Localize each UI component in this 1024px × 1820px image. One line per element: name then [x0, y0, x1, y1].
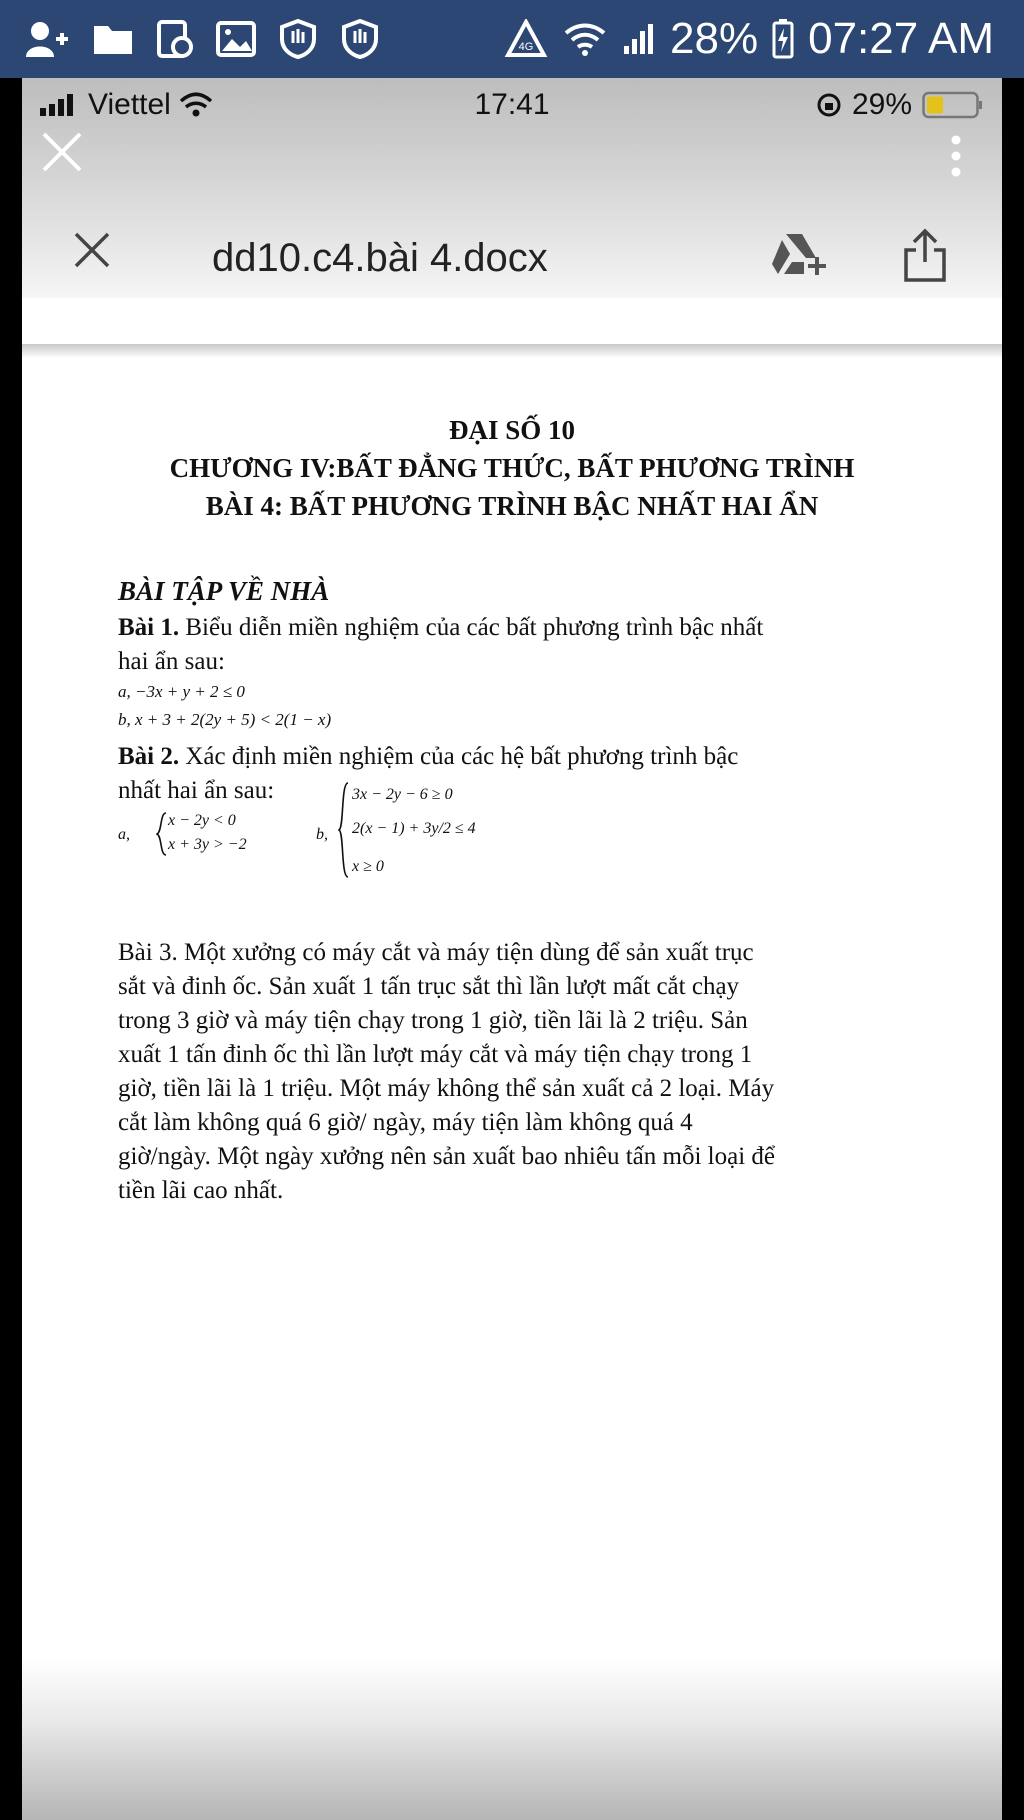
bai3-line: trong 3 giờ và máy tiện chạy trong 1 giờ, tiền lãi là 2 triệu. Sản	[118, 1007, 748, 1034]
bai3-line: giờ/ngày. Một ngày xưởng nên sản xuất bao nhiêu tấn mỗi loại để	[118, 1143, 775, 1170]
add-to-drive-icon[interactable]	[772, 230, 830, 283]
photo-of-screen	[0, 78, 1024, 1820]
bai1-formula-a: a, −3x + y + 2 ≤ 0	[118, 682, 245, 701]
bai3-line: xuất 1 tấn đinh ốc thì lần lượt máy cắt và máy tiện chạy trong 1	[118, 1041, 753, 1068]
brace-b	[338, 782, 350, 878]
android-status-bar	[0, 0, 1024, 78]
bai3-line: Bài 3. Một xưởng có máy cắt và máy tiện dùng để sản xuất trục	[118, 939, 754, 966]
add-person-icon	[24, 19, 70, 59]
bai2-a-eq1: x − 2y < 0	[168, 812, 236, 829]
bai2-a-label: a,	[118, 826, 130, 843]
ios-clock: 17:41	[474, 88, 550, 121]
svg-text:4G: 4G	[518, 41, 534, 53]
close-icon[interactable]	[72, 230, 112, 275]
orientation-lock-icon	[816, 92, 842, 118]
ios-battery-percent: 29%	[851, 88, 912, 121]
document-page	[22, 358, 1002, 1658]
bai3-line: tiền lãi cao nhất.	[118, 1177, 284, 1204]
doc-lesson-title: BÀI 4: BẤT PHƯƠNG TRÌNH BẬC NHẤT HAI ẨN	[205, 491, 819, 521]
overlay-close-icon[interactable]	[40, 130, 84, 179]
ios-battery-group	[816, 88, 984, 122]
bottom-shadow	[22, 1658, 1002, 1820]
bai2-b-eq1: 3x − 2y − 6 ≥ 0	[352, 786, 453, 803]
bai2-paragraph	[118, 740, 918, 808]
doc-chapter-title: CHƯƠNG IV:BẤT ĐẲNG THỨC, BẤT PHƯƠNG TRÌNH	[169, 453, 855, 483]
bai2-text-line2: nhất hai ẩn sau:	[118, 777, 275, 804]
ios-status-bar	[22, 78, 1002, 134]
bai1-label: Bài 1.	[118, 614, 180, 641]
bai2-text-line1: Xác định miền nghiệm của các hệ bất phương trình bậc	[179, 743, 739, 770]
more-options-icon[interactable]	[950, 134, 962, 183]
android-clock: 07:27 AM	[808, 14, 994, 63]
bai2-label: Bài 2.	[118, 743, 180, 770]
cell-signal-icon	[622, 22, 656, 56]
battery-charging-icon	[772, 19, 794, 59]
document-toolbar	[22, 228, 1002, 300]
bai3-line: giờ, tiền lãi là 1 triệu. Một máy không thể sản xuất cả 2 loại. Máy	[118, 1075, 775, 1102]
wifi-icon	[562, 21, 608, 57]
share-icon[interactable]	[902, 228, 948, 289]
android-battery-percent: 28%	[670, 14, 759, 63]
bai1-text-line2: hai ẩn sau:	[118, 648, 225, 675]
bai3-line: sắt và đinh ốc. Sản xuất 1 tấn trục sắt thì lần lượt mất cắt chạy	[118, 973, 740, 1000]
section-heading: BÀI TẬP VỀ NHÀ	[118, 576, 330, 606]
bai3-line: cắt làm không quá 6 giờ/ ngày, máy tiện làm không quá 4	[118, 1109, 693, 1136]
bai2-b-label: b,	[316, 826, 328, 843]
bai1-paragraph	[118, 611, 918, 679]
folder-icon	[92, 22, 134, 56]
image-icon	[216, 21, 256, 57]
toolbar-shadow	[22, 344, 1002, 358]
bai2-b-eq2: 2(x − 1) + 3y/2 ≤ 4	[352, 820, 476, 837]
carrier-name: Viettel	[88, 88, 171, 121]
bai2-a-eq2: x + 3y > −2	[168, 836, 247, 853]
bai1-formula-b: b, x + 3 + 2(2y + 5) < 2(1 − x)	[118, 710, 332, 729]
document-icon	[156, 19, 194, 59]
shield-hand-icon-2	[340, 19, 380, 59]
brace-a	[156, 812, 168, 856]
bai2-b-eq3: x ≥ 0	[352, 858, 384, 875]
ios-header	[22, 78, 1002, 298]
shield-hand-icon	[278, 19, 318, 59]
bai1-text-line1: Biểu diễn miền nghiệm của các bất phương trình bậc nhất	[179, 614, 764, 641]
doc-title: ĐẠI SỐ 10	[448, 415, 576, 445]
iphone-screen	[22, 78, 1002, 1820]
file-name: dd10.c4.bài 4.docx	[212, 236, 548, 280]
bai3-paragraph	[118, 936, 938, 1208]
recycle-4g-icon	[504, 19, 548, 59]
ios-battery-icon	[922, 91, 984, 119]
